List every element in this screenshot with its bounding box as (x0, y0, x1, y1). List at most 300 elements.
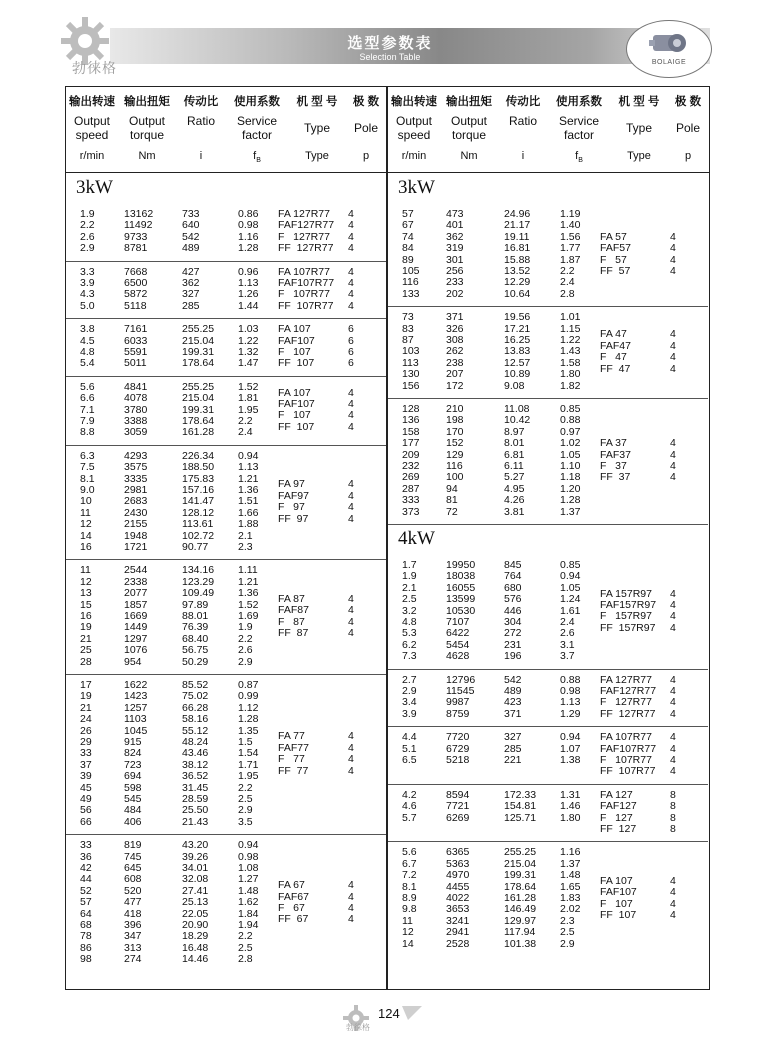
table-cell: 520 (124, 884, 142, 897)
table-cell-type: FF 107 (278, 420, 315, 433)
table-cell: 1.22 (238, 334, 259, 347)
table-cell: 29 (80, 736, 92, 748)
table-cell-type: F 47 (600, 351, 627, 364)
table-cell-pole: 4 (670, 448, 676, 461)
table-cell-pole: 4 (670, 230, 676, 243)
column-header-cn: 输出扭矩 (124, 96, 170, 108)
table-cell: 14.46 (182, 953, 209, 966)
table-cell: 1076 (124, 644, 148, 657)
table-cell: 2.2 (560, 265, 575, 277)
table-cell: 1.9 (238, 621, 253, 634)
table-cell-type: FAF97 (278, 489, 309, 502)
table-cell-type: FA 47 (600, 328, 627, 341)
table-cell: 1.13 (238, 277, 259, 289)
table-cell-type: FAF107R77 (600, 742, 657, 755)
table-cell: 2.9 (238, 804, 253, 817)
table-cell-pole: 4 (670, 610, 676, 623)
table-cell: 125.71 (504, 811, 537, 824)
table-cell-pole: 4 (670, 351, 676, 364)
column-header-en: Output torque (128, 114, 166, 142)
table-cell: 10.64 (504, 287, 531, 300)
table-cell: 2.3 (560, 914, 575, 927)
table-cell: 4970 (446, 869, 470, 882)
table-cell: 5011 (124, 357, 147, 370)
table-cell: 221 (504, 754, 522, 766)
table-cell: 2.5 (560, 926, 575, 939)
table-cell: 489 (504, 685, 522, 697)
table-cell-type: F 57 (600, 253, 627, 266)
table-cell-pole: 4 (670, 253, 676, 266)
column-header-en: Service factor (558, 114, 599, 142)
column-header-en: Output speed (73, 114, 111, 142)
table-cell-pole: 8 (670, 823, 676, 835)
table-cell: 8.1 (80, 472, 95, 485)
table-cell-pole: 8 (670, 811, 676, 824)
table-cell: 94 (446, 482, 458, 495)
table-cell-type: FAF157R97 (600, 598, 657, 611)
table-cell: 287 (402, 482, 420, 495)
table-cell-pole: 4 (348, 879, 354, 892)
table-cell: 2155 (124, 518, 148, 531)
table-cell: 1669 (124, 610, 148, 622)
table-cell: 326 (446, 322, 464, 335)
table-cell: 2.9 (560, 937, 575, 950)
table-cell: 87 (402, 334, 414, 346)
selection-table (65, 86, 710, 990)
table-cell: 5.6 (80, 380, 95, 393)
table-cell: 21 (80, 632, 92, 645)
table-cell: 43.46 (182, 747, 209, 760)
table-cell: 3241 (446, 914, 470, 927)
table-cell: 10.89 (504, 368, 531, 381)
table-cell-pole: 4 (670, 886, 676, 899)
table-cell: 285 (504, 742, 522, 755)
table-cell: 3388 (124, 415, 148, 427)
group-separator (388, 398, 708, 399)
table-cell: 25.13 (182, 896, 209, 909)
table-cell: 109.49 (182, 587, 215, 600)
table-cell: 6.5 (402, 754, 417, 766)
column-unit: Type (627, 150, 651, 162)
table-cell: 73 (402, 311, 414, 324)
table-cell: 68.40 (182, 632, 209, 645)
table-cell: 64 (80, 907, 92, 920)
table-cell: 128.12 (182, 506, 215, 519)
table-cell: 52 (80, 884, 92, 897)
table-cell: 6.11 (504, 460, 524, 472)
table-cell: 12796 (446, 673, 476, 686)
table-cell: 1.46 (560, 800, 581, 813)
table-cell: 199.31 (182, 346, 215, 358)
column-unit: Nm (138, 150, 156, 162)
table-cell: 1.52 (238, 598, 259, 611)
table-cell-pole: 4 (348, 288, 354, 301)
table-cell: 1103 (124, 713, 147, 726)
table-cell: 5363 (446, 857, 470, 870)
table-cell: 8781 (124, 242, 148, 255)
table-cell: 1.36 (238, 587, 259, 600)
table-cell: 6033 (124, 334, 148, 347)
column-header-cn: 输出扭矩 (446, 96, 492, 108)
table-cell: 1.02 (560, 437, 581, 450)
table-cell: 89 (402, 253, 414, 266)
table-cell: 0.98 (238, 219, 259, 232)
group-separator (388, 669, 708, 670)
table-cell: 141.47 (182, 495, 215, 508)
table-cell: 5.27 (504, 471, 525, 484)
table-cell: 1.83 (560, 892, 581, 904)
table-cell-pole: 4 (670, 328, 676, 341)
table-cell-pole: 4 (670, 909, 676, 922)
table-cell: 226.34 (182, 449, 215, 462)
table-cell-pole: 8 (670, 800, 676, 813)
table-cell: 5118 (124, 299, 147, 312)
table-cell: 11.08 (504, 403, 530, 415)
table-cell: 1.20 (560, 482, 581, 495)
table-cell-type: FF 157R97 (600, 621, 656, 634)
table-cell: 1.69 (238, 610, 259, 622)
table-cell: 8594 (446, 788, 470, 801)
table-cell: 1.08 (238, 862, 259, 874)
table-cell: 274 (124, 953, 142, 966)
table-cell-type: FAF127R77 (278, 219, 335, 232)
table-cell-type: FF 57 (600, 265, 631, 277)
table-cell: 56.75 (182, 644, 209, 657)
table-cell: 1.66 (238, 506, 259, 519)
column-header-cn: 极 数 (352, 96, 380, 108)
table-cell: 58.16 (182, 713, 209, 726)
table-cell: 25.50 (182, 804, 209, 817)
table-cell-type: FF 37 (600, 471, 631, 484)
table-cell-pole: 4 (670, 673, 676, 686)
table-cell: 101.38 (504, 937, 537, 950)
table-cell: 161.28 (182, 426, 215, 439)
table-cell: 3.3 (80, 265, 95, 278)
table-cell: 66 (80, 815, 92, 828)
table-cell-type: FF 107R77 (600, 765, 656, 778)
table-cell: 1.28 (238, 713, 259, 726)
table-cell: 39.26 (182, 850, 209, 863)
table-cell: 1.07 (560, 742, 581, 755)
table-cell-pole: 4 (348, 478, 354, 491)
table-cell: 21.43 (182, 815, 209, 828)
table-cell: 2430 (124, 506, 148, 519)
column-header-en: Ratio (508, 114, 537, 128)
table-cell-type: F 87 (278, 615, 305, 628)
table-cell: 74 (402, 230, 414, 243)
table-cell-pole: 4 (348, 230, 354, 243)
table-cell: 1257 (124, 701, 148, 714)
table-cell-pole: 4 (670, 696, 676, 709)
table-cell: 1.7 (402, 559, 417, 571)
column-header-cn: 输出转速 (391, 96, 437, 108)
table-cell: 1.65 (560, 880, 581, 893)
table-cell: 75.02 (182, 690, 209, 703)
table-cell: 1.03 (238, 323, 259, 336)
table-cell: 12.57 (504, 356, 531, 369)
table-cell: 255.25 (182, 380, 215, 393)
table-cell: 19 (80, 690, 92, 703)
table-cell: 6365 (446, 846, 470, 859)
table-cell: 4841 (124, 380, 148, 393)
table-cell: 199.31 (182, 403, 215, 416)
table-cell-type: FAF107 (600, 886, 637, 899)
group-separator (66, 261, 386, 262)
table-cell: 8.97 (504, 425, 525, 438)
table-cell: 17 (80, 679, 92, 691)
table-cell-pole: 4 (348, 489, 354, 502)
page-header (0, 0, 773, 84)
table-cell: 2.02 (560, 903, 581, 916)
table-cell-pole: 4 (348, 753, 354, 766)
table-cell-type: FAF67 (278, 890, 309, 903)
table-cell: 2.4 (560, 276, 575, 289)
table-cell-type: FF 127R77 (600, 707, 656, 720)
table-cell: 134.16 (182, 564, 215, 577)
gearbox-icon (649, 29, 689, 57)
table-cell: 5.6 (402, 846, 417, 859)
table-cell-type: F 107 (278, 409, 311, 422)
group-separator (66, 376, 386, 377)
table-cell-type: F 67 (278, 901, 305, 914)
table-cell: 733 (182, 208, 200, 220)
table-cell-type: FAF127R77 (600, 685, 657, 697)
table-cell-type: FF 87 (278, 627, 309, 640)
table-cell-pole: 4 (348, 219, 354, 232)
table-cell: 199.31 (504, 869, 537, 882)
table-cell: 3.4 (402, 696, 417, 709)
table-cell: 88.01 (182, 610, 209, 622)
page-title-cn: 选型参数表 (347, 34, 433, 52)
table-cell: 18.29 (182, 930, 209, 943)
table-cell: 1.12 (238, 701, 259, 714)
table-cell: 2.4 (238, 426, 253, 439)
table-cell: 7161 (124, 323, 148, 336)
table-cell-type: FA 67 (278, 879, 305, 892)
table-cell: 5872 (124, 288, 148, 301)
table-cell: 5.4 (80, 357, 95, 370)
table-cell: 117.94 (504, 926, 536, 939)
table-cell: 1.37 (560, 505, 581, 518)
table-cell: 1.10 (560, 460, 581, 472)
table-cell: 1.88 (238, 518, 259, 531)
table-cell: 8.01 (504, 437, 525, 450)
table-cell-type: FA 37 (600, 437, 627, 450)
table-cell: 2077 (124, 587, 148, 600)
table-cell: 645 (124, 862, 142, 874)
table-cell: 745 (124, 850, 142, 863)
table-cell: 67 (402, 219, 414, 232)
table-cell: 202 (446, 287, 464, 300)
column-header-en: Service factor (236, 114, 277, 142)
table-cell: 542 (504, 673, 522, 686)
table-cell-type: FF 77 (278, 764, 309, 777)
table-cell-type: FF 67 (278, 913, 309, 926)
table-cell-pole: 4 (670, 754, 676, 766)
table-cell: 3.81 (504, 505, 525, 518)
table-cell: 1.28 (560, 494, 581, 507)
power-heading: 4kW (398, 528, 435, 549)
table-cell: 301 (446, 253, 464, 266)
table-cell: 16.81 (504, 242, 531, 255)
table-cell: 152 (446, 437, 464, 450)
table-cell: 11 (80, 506, 91, 519)
table-cell: 313 (124, 941, 142, 954)
table-cell: 4.95 (504, 482, 525, 495)
table-cell: 177 (402, 437, 420, 450)
table-cell: 608 (124, 873, 142, 886)
table-cell: 1423 (124, 690, 148, 703)
table-cell: 1.11 (238, 564, 258, 577)
table-cell: 16 (80, 541, 92, 553)
table-cell: 19950 (446, 559, 476, 571)
table-cell-type: F 37 (600, 460, 627, 472)
table-cell: 3575 (124, 461, 148, 474)
table-cell: 8.1 (402, 880, 417, 893)
group-separator (388, 306, 708, 307)
table-cell: 2.9 (402, 685, 417, 697)
table-cell: 1.24 (560, 593, 581, 606)
table-cell: 28 (80, 655, 92, 668)
table-cell-pole: 4 (348, 409, 354, 422)
table-cell-type: FAF47 (600, 339, 631, 352)
power-heading: 3kW (398, 177, 435, 198)
table-cell-pole: 4 (670, 471, 676, 484)
table-cell: 2.2 (80, 219, 95, 232)
table-cell: 0.94 (560, 570, 581, 583)
table-cell: 598 (124, 781, 142, 794)
table-cell: 2.6 (560, 627, 575, 640)
table-cell: 4022 (446, 892, 470, 904)
group-separator (388, 841, 708, 842)
table-cell: 1.80 (560, 811, 581, 824)
table-cell-pole: 4 (348, 604, 354, 617)
table-cell: 116 (446, 460, 463, 472)
table-cell: 130 (402, 368, 420, 381)
table-cell: 1.94 (238, 919, 259, 931)
table-cell: 105 (402, 265, 420, 277)
table-cell: 24.96 (504, 208, 531, 220)
table-cell: 84 (402, 242, 414, 255)
table-cell-type: FA 127 (600, 788, 633, 801)
table-cell-type: FF 107 (278, 357, 315, 370)
table-cell: 10 (80, 495, 92, 508)
table-cell-pole: 6 (348, 334, 354, 347)
table-cell: 36 (80, 850, 92, 863)
table-cell: 98 (80, 953, 92, 966)
table-cell: 50.29 (182, 655, 209, 668)
table-cell: 3.1 (560, 638, 575, 651)
table-cell: 97.89 (182, 598, 209, 611)
table-cell: 2544 (124, 564, 148, 577)
table-cell: 1857 (124, 598, 148, 611)
table-cell: 233 (446, 276, 464, 289)
group-separator (66, 834, 386, 835)
table-cell: 4.3 (80, 288, 95, 301)
table-cell: 1.15 (560, 322, 581, 335)
table-cell-pole: 4 (670, 742, 676, 755)
table-cell-pole: 4 (670, 587, 676, 600)
table-cell: 0.98 (560, 685, 581, 697)
table-cell: 3653 (446, 903, 470, 916)
table-cell: 128 (402, 403, 420, 415)
table-cell: 2.8 (560, 287, 575, 300)
table-cell-type: FA 107 (600, 874, 633, 887)
table-cell: 129 (446, 448, 464, 461)
table-cell: 20.90 (182, 919, 209, 931)
page-title-en: Selection Table (359, 52, 421, 62)
group-separator (66, 318, 386, 319)
table-cell: 6500 (124, 277, 148, 289)
column-header-en: Output speed (395, 114, 433, 142)
table-cell: 161.28 (504, 892, 537, 904)
table-cell: 100 (446, 471, 464, 484)
table-cell: 215.04 (504, 857, 537, 870)
table-cell-pole: 4 (348, 420, 354, 433)
table-cell: 66.28 (182, 701, 209, 714)
table-cell: 170 (446, 425, 464, 438)
table-cell-pole: 6 (348, 346, 354, 358)
table-cell-pole: 4 (348, 277, 354, 289)
group-separator (388, 784, 708, 785)
table-cell-pole: 4 (670, 707, 676, 720)
table-cell-type: FAF37 (600, 448, 631, 461)
table-cell: 255.25 (182, 323, 215, 336)
table-cell: 6.3 (80, 449, 95, 462)
column-header-en: Pole (353, 121, 379, 135)
table-cell: 446 (504, 604, 522, 617)
table-cell: 81 (446, 494, 458, 507)
table-cell-type: F 97 (278, 501, 305, 514)
column-unit: r/min (401, 150, 427, 162)
table-cell: 371 (504, 707, 522, 720)
table-cell: 43.20 (182, 839, 209, 852)
table-cell: 57 (402, 208, 414, 220)
table-cell: 7721 (446, 800, 470, 813)
table-cell: 9987 (446, 696, 470, 709)
group-separator (66, 445, 386, 446)
table-cell: 1.58 (560, 356, 581, 369)
table-cell: 1.27 (238, 873, 259, 886)
table-cell-pole: 4 (670, 460, 676, 472)
table-cell: 694 (124, 770, 142, 783)
table-cell-type: FA 107R77 (600, 731, 652, 744)
table-cell: 4628 (446, 650, 470, 663)
table-cell: 1.22 (560, 334, 581, 346)
table-cell-pole: 4 (670, 339, 676, 352)
table-cell-type: FA 97 (278, 478, 305, 491)
table-cell: 6.7 (402, 857, 417, 870)
table-cell-type: FF 107 (600, 909, 637, 922)
table-cell: 1.71 (238, 758, 259, 771)
table-cell-pole: 4 (670, 731, 676, 744)
table-cell: 819 (124, 839, 142, 852)
table-cell: 396 (124, 919, 142, 931)
table-cell: 327 (182, 288, 200, 301)
table-cell: 824 (124, 747, 142, 760)
table-cell: 2.2 (238, 781, 253, 794)
table-cell: 1.48 (238, 884, 259, 897)
table-cell: 2.5 (238, 793, 253, 805)
table-cell: 0.85 (560, 403, 581, 415)
table-cell-type: F 127R77 (600, 696, 652, 709)
table-cell: 5454 (446, 638, 470, 651)
table-cell: 542 (182, 230, 200, 243)
table-cell: 146.49 (504, 903, 537, 916)
table-cell: 215.04 (182, 334, 215, 347)
table-cell: 2.2 (238, 632, 253, 645)
table-cell: 1.82 (560, 379, 581, 392)
